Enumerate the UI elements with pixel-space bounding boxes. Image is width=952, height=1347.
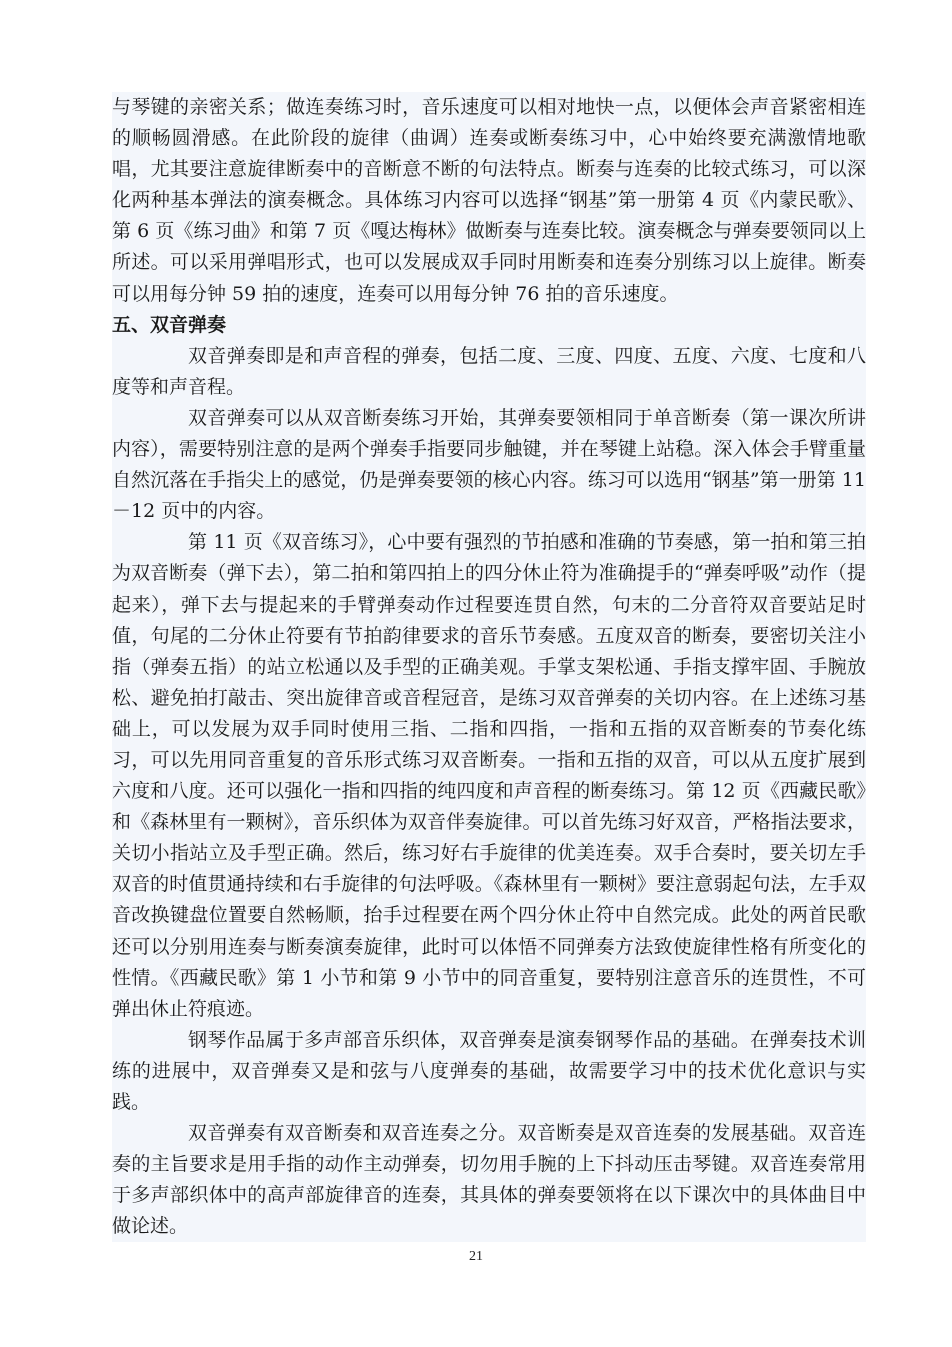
section-heading-5: 五、双音弹奏 [112,313,227,336]
paragraph-5: 钢琴作品属于多声部音乐织体，双音弹奏是演奏钢琴作品的基础。在弹奏技术训练的进展中，双音弹奏又是和弦与八度弹奏的基础，故需要学习中的技术优化意识与实践。 [112,1028,866,1113]
paragraph-3: 双音弹奏可以从双音断奏练习开始，其弹奏要领相同于单音断奏（第一课次所讲内容），需要特别注意的是两个弹奏手指要同步触键，并在琴键上站稳。深入体会手臂重量自然沉落在手指尖上的感觉，仍是弹奏要领的核心内容。练习可以选用“钢基”第一册第 11－12 页中的内容。 [112,406,866,523]
paragraph-6: 双音弹奏有双音断奏和双音连奏之分。双音断奏是双音连奏的发展基础。双音连奏的主旨要求是用手指的动作主动弹奏，切勿用手腕的上下抖动压击琴键。双音连奏常用于多声部织体中的高声部旋律音的连奏，其具体的弹奏要领将在以下课次中的具体曲目中做论述。 [112,1122,866,1238]
page-number: 21 [469,1249,483,1264]
document-body [112,92,866,1242]
paragraph-4: 第 11 页《双音练习》，心中要有强烈的节拍感和准确的节奏感，第一拍和第三拍为双音断奏（弹下去），第二拍和第四拍上的四分休止符为准确提手的“弹奏呼吸”动作（提起来），弹下去与提起来的手臂弹奏动作过程要连贯自然，句末的二分音符双音要站足时值，句尾的二分休止符要有节拍韵律要求的音乐节奏感。五度双音的断奏，要密切关注小指（弹奏五指）的站立松通以及手型的正确美观。手掌支架松通、手指支撑牢固、手腕放松、避免拍打敲击、突出旋律音或音程冠音，是练习双音弹奏的关切内容。在上述练习基础上，可以发展为双手同时使用三指、二指和四指，一指和五指的双音断奏的节奏化练习，可以先用同音重复的音乐形式练习双音断奏。一指和五指的双音，可以从五度扩展到六度和八度。还可以强化一指和四指的纯四度和声音程的断奏练习。第 12 页《西藏民歌》和《森林里有一颗树》，音乐织体为双音伴奏旋律。可以首先练习好双音，严格指法要求，关切小指站立及手型正确。然后，练习好右手旋律的优美连奏。双手合奏时，要关切左手双音的时值贯通持续和右手旋律的句法呼吸。《森林里有一颗树》要注意弱起句法，左手双音改换键盘位置要自然畅顺，抬手过程要在两个四分休止符中自然完成。此处的两首民歌还可以分别用连奏与断奏演奏旋律，此时可以体悟不同弹奏方法致使旋律性格有所变化的性情。《西藏民歌》第 1 小节和第 9 小节中的同音重复，要特别注意音乐的连贯性，不可弹出休止符痕迹。 [112,531,866,1020]
paragraph-2: 双音弹奏即是和声音程的弹奏，包括二度、三度、四度、五度、六度、七度和八度等和声音程。 [112,344,866,398]
paragraph-1: 与琴键的亲密关系；做连奏练习时，音乐速度可以相对地快一点，以便体会声音紧密相连的顺畅圆滑感。在此阶段的旋律（曲调）连奏或断奏练习中，心中始终要充满激情地歌唱，尤其要注意旋律断奏中的音断意不断的句法特点。断奏与连奏的比较式练习，可以深化两种基本弹法的演奏概念。具体练习内容可以选择“钢基”第一册第 4 页《内蒙民歌》、第 6 页《练习曲》和第 7 页《嘎达梅林》做断奏与连奏比较。演奏概念与弹奏要领同以上所述。可以采用弹唱形式，也可以发展成双手同时用断奏和连奏分别练习以上旋律。断奏可以用每分钟 59 拍的速度，连奏可以用每分钟 76 拍的音乐速度。 [112,96,866,305]
